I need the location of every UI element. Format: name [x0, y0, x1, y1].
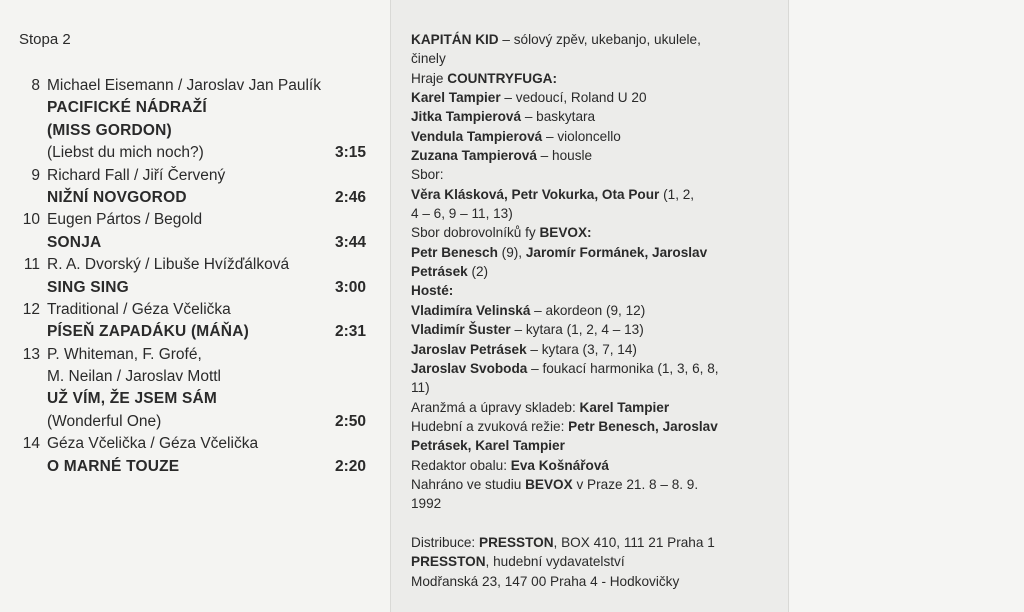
credit-text: v Praze 21. 8 – 8. 9. [572, 476, 699, 492]
credit-line [411, 165, 773, 184]
credit-name: BEVOX: [539, 225, 592, 241]
track-title: SONJA [47, 233, 102, 251]
credit-text: 1992 [411, 496, 442, 512]
track-title: PACIFICKÉ NÁDRAŽÍ [47, 99, 207, 117]
credit-text: Hudební a zvuková režie: [411, 418, 569, 434]
track-duration: 2:31 [334, 323, 366, 341]
credit-name: Jaromír Formánek, Jaroslav [525, 244, 708, 260]
track-title-line [0, 232, 390, 254]
credit-line [411, 185, 773, 204]
credit-name: Hosté: [411, 283, 454, 299]
track-number: 10 [22, 211, 40, 229]
credit-name: Vendula Tampierová [411, 128, 543, 144]
track-number: 9 [31, 166, 40, 184]
credit-line [411, 262, 773, 281]
track-authors-line [0, 209, 390, 231]
credit-text: (2) [467, 264, 489, 280]
credit-line [411, 475, 773, 494]
credit-name: Jaroslav Petrásek [411, 341, 527, 357]
track-title: SING SING [47, 278, 129, 296]
track-title-line [0, 97, 390, 119]
credit-name: Zuzana Tampierová [411, 148, 537, 164]
track-authors: Traditional / Géza Včelička [47, 300, 231, 318]
track-duration: 2:46 [334, 188, 366, 206]
track-number: 8 [31, 77, 40, 94]
distribution-line [411, 552, 773, 571]
track-authors-line [0, 366, 390, 388]
credit-text: – sólový zpěv, ukebanjo, ukulele, [498, 32, 701, 47]
track-authors-line [0, 165, 390, 187]
track-authors: Richard Fall / Jiří Červený [47, 166, 226, 184]
track-duration: 3:00 [334, 278, 366, 296]
credit-line [411, 69, 773, 88]
track-number: 12 [22, 300, 40, 318]
credit-name: Vladimír Šuster [411, 322, 511, 338]
credit-text: – vedoucí, Roland U 20 [500, 90, 647, 106]
track-subtitle-line [0, 411, 390, 433]
credit-text: – baskytara [521, 109, 596, 125]
credit-text: Sbor dobrovolníků fy [411, 225, 540, 241]
credit-text: (1, 2, [659, 186, 695, 202]
credit-text: – akordeon (9, 12) [530, 302, 646, 318]
credit-line [411, 398, 773, 417]
credit-line [411, 204, 773, 223]
track-authors: Eugen Pártos / Begold [47, 211, 203, 229]
credit-text: Aranžmá a úpravy skladeb: [411, 399, 580, 415]
track-authors-line [0, 254, 390, 276]
credit-name: Petr Benesch, Jaroslav [568, 418, 718, 434]
credit-text: činely [411, 51, 446, 67]
fold-line-left [390, 0, 391, 612]
credit-text: – kytara (3, 7, 14) [526, 341, 637, 357]
track-authors-line [0, 344, 390, 366]
credit-line [411, 281, 773, 300]
credit-line [411, 320, 773, 339]
credit-line [411, 301, 773, 320]
track-number: 11 [23, 256, 40, 274]
credits-block [411, 30, 773, 514]
track-title-line [0, 388, 390, 410]
credit-line [411, 223, 773, 242]
track-title: UŽ VÍM, ŽE JSEM SÁM [47, 390, 218, 408]
credit-name: Petrásek, Karel Tampier [411, 438, 565, 454]
left-panel [0, 0, 390, 612]
credit-text: Nahráno ve studiu [411, 476, 526, 492]
credit-text: Hraje [411, 70, 448, 86]
credit-line [411, 107, 773, 126]
credit-text: Modřanská 23, 147 00 Praha 4 - Hodkovičky [411, 573, 680, 589]
credit-text: Distribuce: [411, 535, 479, 550]
credit-name: PRESSTON [411, 554, 486, 570]
credit-name: KAPITÁN KID [411, 32, 499, 47]
track-subtitle: (Wonderful One) [47, 412, 162, 430]
track-subtitle-line [0, 142, 390, 164]
track-number: 14 [22, 435, 40, 453]
credit-name: Jaroslav Svoboda [411, 360, 528, 376]
credit-line [411, 456, 773, 475]
credit-line [411, 88, 773, 107]
credit-name: Eva Košnářová [510, 457, 609, 473]
credit-line [411, 378, 773, 397]
distribution-line [411, 533, 773, 552]
track-authors-line [0, 75, 390, 97]
track-title: (MISS GORDON) [47, 121, 172, 139]
track-title: NIŽNÍ NOVGOROD [47, 188, 187, 206]
credit-line [411, 359, 773, 378]
credit-text: 11) [411, 380, 430, 396]
track-number: 13 [22, 345, 40, 363]
credit-text: Sbor: [411, 167, 444, 183]
track-title-line [0, 277, 390, 299]
track-duration: 2:20 [334, 457, 366, 475]
credit-text: – housle [536, 148, 593, 164]
credit-text: (9), [497, 244, 526, 260]
credit-name: COUNTRYFUGA: [447, 70, 558, 86]
right-panel [788, 0, 1024, 612]
track-title-line [0, 456, 390, 478]
credit-text: , hudební vydavatelství [485, 554, 625, 570]
credit-line [411, 436, 773, 455]
credit-text: , BOX 410, 111 21 Praha 1 [553, 535, 715, 550]
credit-line [411, 127, 773, 146]
tracklist [0, 75, 390, 478]
credit-text: – kytara (1, 2, 4 – 13) [510, 322, 644, 338]
distribution-block [411, 533, 773, 591]
credit-name: Petr Benesch [411, 244, 498, 260]
track-authors: R. A. Dvorský / Libuše Hvížďálková [47, 256, 290, 274]
credit-name: BEVOX [525, 476, 573, 492]
credit-text: – foukací harmonika (1, 3, 6, 8, [527, 360, 719, 376]
credit-name: Karel Tampier [579, 399, 670, 415]
credit-line [411, 417, 773, 436]
credit-name: Karel Tampier [411, 90, 501, 106]
credit-text: Redaktor obalu: [411, 457, 511, 473]
credit-line [411, 243, 773, 262]
credit-name: PRESSTON [479, 535, 554, 550]
credit-line [411, 30, 773, 49]
credit-name: Věra Klásková, Petr Vokurka, Ota Pour [411, 186, 660, 202]
track-authors: P. Whiteman, F. Grofé, [47, 345, 202, 363]
credit-line [411, 49, 773, 68]
track-authors-line [0, 299, 390, 321]
track-duration: 2:50 [334, 412, 366, 430]
credit-text: – violoncello [542, 128, 621, 144]
track-title-line [0, 187, 390, 209]
track-subtitle: (Liebst du mich noch?) [47, 144, 204, 162]
credit-line [411, 340, 773, 359]
credit-text: 4 – 6, 9 – 11, 13) [411, 206, 513, 222]
track-authors-line [0, 433, 390, 455]
track-duration: 3:15 [334, 144, 366, 162]
credit-name: Jitka Tampierová [411, 109, 522, 125]
track-title: PÍSEŇ ZAPADÁKU (MÁŇA) [47, 323, 249, 341]
track-authors: M. Neilan / Jaroslav Mottl [47, 368, 221, 386]
track-title: O MARNÉ TOUZE [47, 457, 180, 475]
fold-line-right [788, 0, 789, 612]
track-title-line [0, 120, 390, 142]
distribution-line [411, 572, 773, 591]
credit-name: Vladimíra Velinská [411, 302, 531, 318]
side-title: Stopa 2 [19, 31, 71, 48]
credit-name: Petrásek [411, 264, 468, 280]
credit-line [411, 146, 773, 165]
track-duration: 3:44 [334, 233, 366, 251]
track-authors: Géza Včelička / Géza Včelička [47, 435, 259, 453]
credit-line [411, 494, 773, 513]
track-authors: Michael Eisemann / Jaroslav Jan Paulík [47, 77, 321, 94]
track-title-line [0, 321, 390, 343]
